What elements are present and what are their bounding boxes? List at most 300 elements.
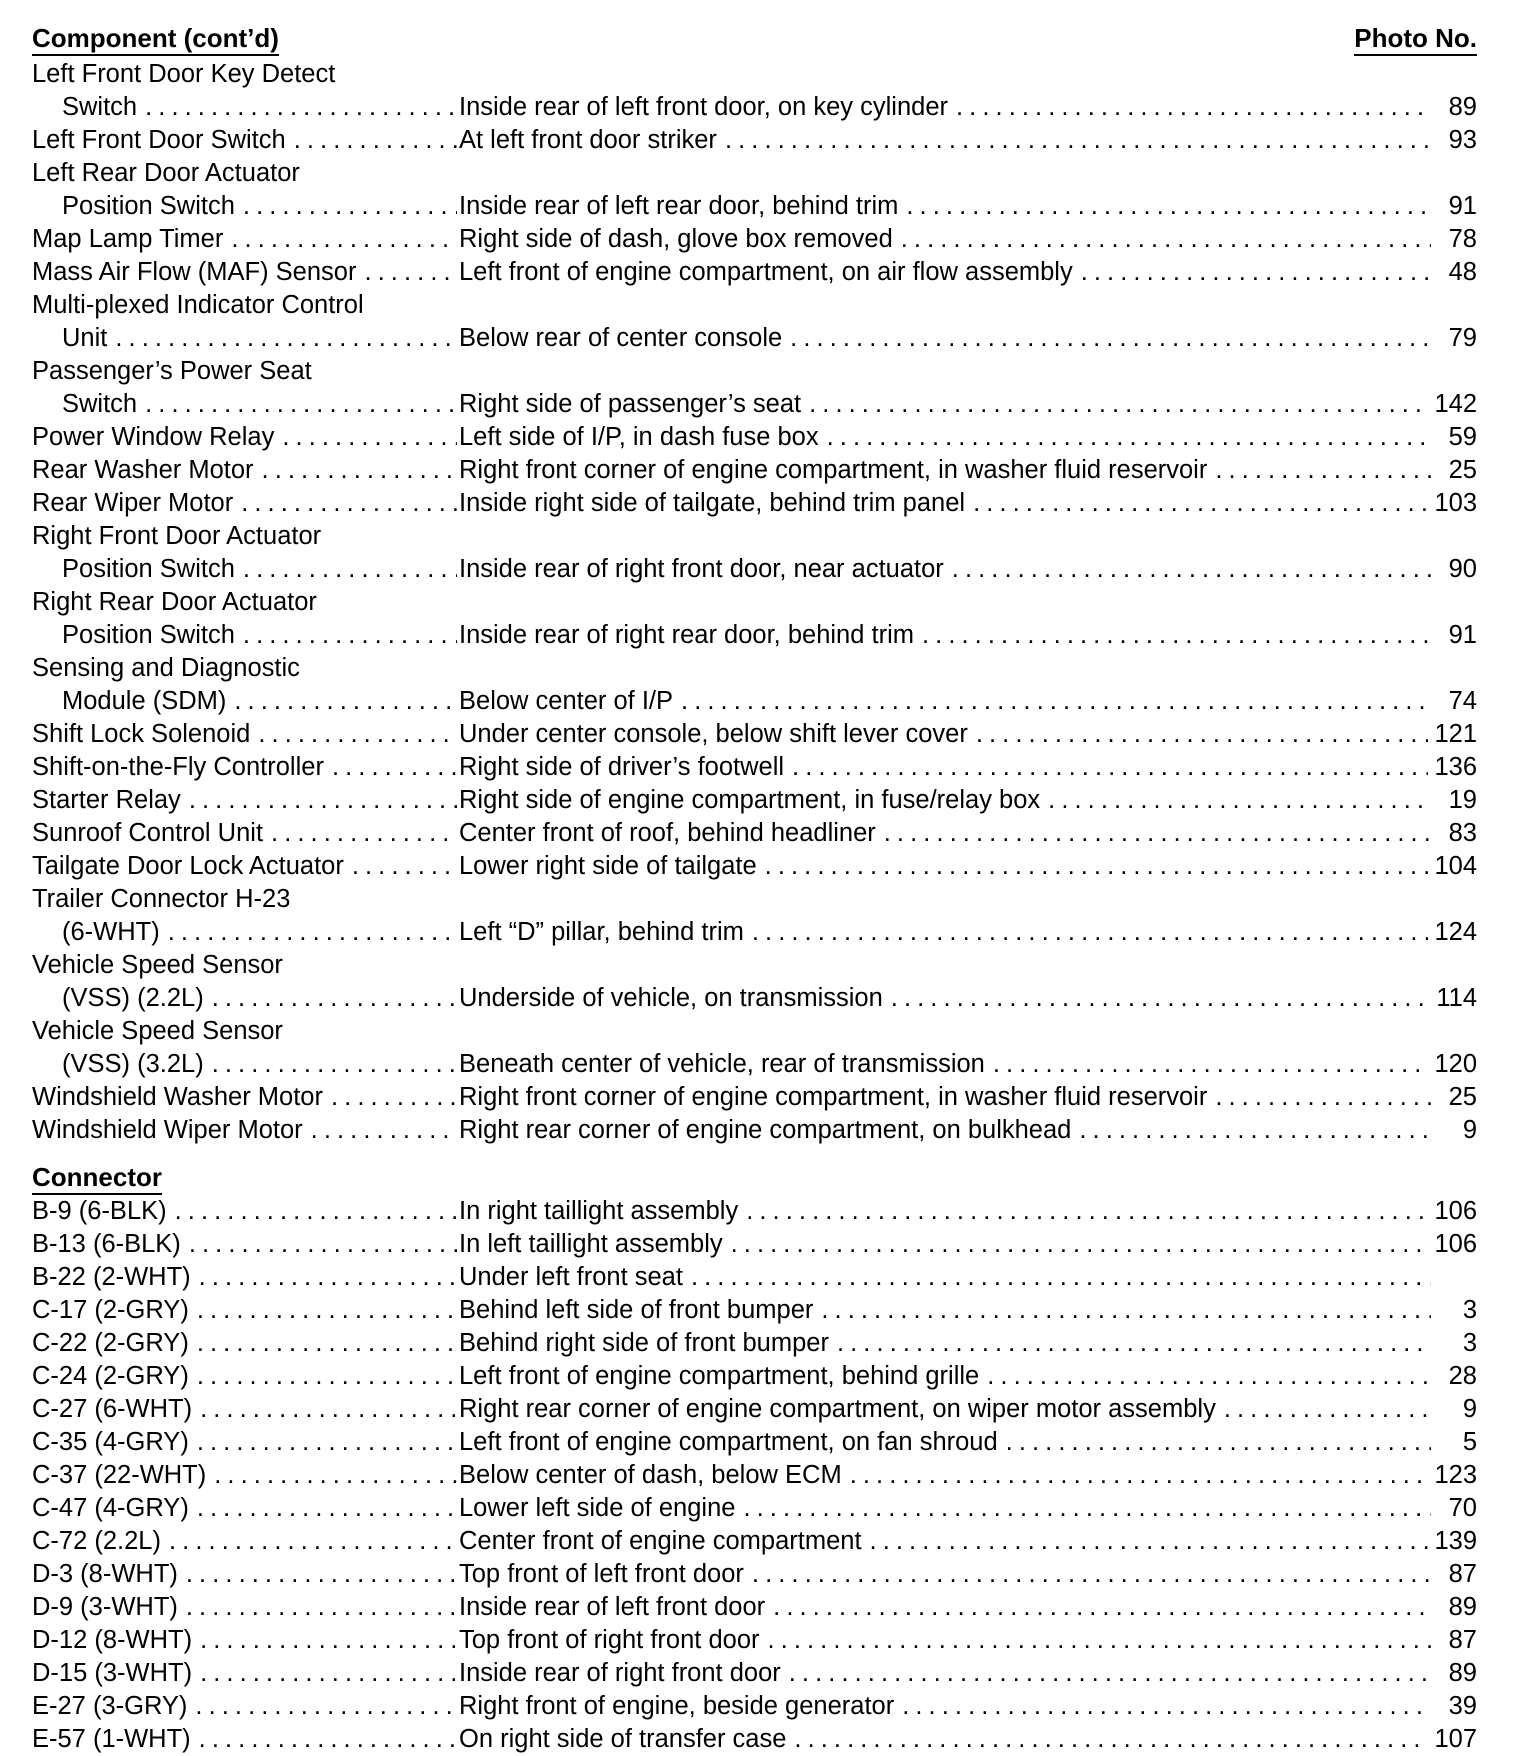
dot-leader <box>870 1525 1429 1558</box>
item-name: C-35 (4-GRY) <box>32 1426 197 1459</box>
item-location: Beneath center of vehicle, rear of transmission <box>459 1048 993 1081</box>
table-row <box>32 1228 1477 1261</box>
dot-leader <box>175 1195 457 1228</box>
name-cell <box>32 850 457 883</box>
dot-leader <box>987 1360 1431 1393</box>
item-name: (VSS) (2.2L) <box>32 982 212 1015</box>
photo-number: 74 <box>1431 685 1477 718</box>
name-cell <box>32 1081 457 1114</box>
name-cell <box>32 586 457 619</box>
item-location: Lower right side of tailgate <box>459 850 765 883</box>
table-row <box>32 1015 1477 1048</box>
dot-leader <box>197 1492 457 1525</box>
dot-leader <box>752 916 1429 949</box>
item-location: Inside rear of left rear door, behind trim <box>459 190 906 223</box>
dot-leader <box>243 619 457 652</box>
location-cell <box>459 1195 1477 1228</box>
photo-number: 9 <box>1431 1114 1477 1147</box>
dot-leader <box>1081 256 1431 289</box>
table-row <box>32 355 1477 388</box>
name-cell <box>32 1459 457 1492</box>
photo-number: 25 <box>1431 1081 1477 1114</box>
location-cell <box>459 1228 1477 1261</box>
dot-leader <box>169 1525 457 1558</box>
item-location: Below rear of center console <box>459 322 790 355</box>
location-cell <box>459 784 1477 817</box>
table-row <box>32 718 1477 751</box>
dot-leader <box>922 619 1431 652</box>
name-cell <box>32 1195 457 1228</box>
item-name: Left Front Door Switch <box>32 124 294 157</box>
item-name: Tailgate Door Lock Actuator <box>32 850 352 883</box>
table-row <box>32 751 1477 784</box>
dot-leader <box>725 124 1431 157</box>
dot-leader <box>792 751 1428 784</box>
item-name: Sunroof Control Unit <box>32 817 271 850</box>
item-name: (6-WHT) <box>32 916 168 949</box>
item-name: Starter Relay <box>32 784 189 817</box>
dot-leader <box>200 1657 457 1690</box>
name-cell <box>32 1261 457 1294</box>
name-cell <box>32 454 457 487</box>
dot-leader <box>189 784 457 817</box>
dot-leader <box>743 1492 1431 1525</box>
item-location: Left “D” pillar, behind trim <box>459 916 752 949</box>
photo-number: 124 <box>1428 916 1477 949</box>
photo-number: 89 <box>1431 91 1477 124</box>
photo-number: 91 <box>1431 619 1477 652</box>
item-location: Inside rear of left front door <box>459 1591 773 1624</box>
name-cell <box>32 1294 457 1327</box>
photo-number: 5 <box>1431 1426 1477 1459</box>
location-cell <box>459 91 1477 124</box>
name-cell <box>32 355 457 388</box>
dot-leader <box>200 1624 457 1657</box>
dot-leader <box>790 322 1431 355</box>
dot-leader <box>952 553 1431 586</box>
dot-leader <box>1224 1393 1431 1426</box>
photo-number: 89 <box>1431 1657 1477 1690</box>
location-cell <box>459 1657 1477 1690</box>
name-cell <box>32 1558 457 1591</box>
location-cell <box>459 916 1477 949</box>
table-row <box>32 223 1477 256</box>
table-row <box>32 454 1477 487</box>
dot-leader <box>311 1114 457 1147</box>
dot-leader <box>752 1558 1431 1591</box>
dot-leader <box>197 1327 457 1360</box>
photo-number: 106 <box>1428 1195 1477 1228</box>
name-cell <box>32 289 457 322</box>
location-cell <box>459 619 1477 652</box>
location-cell <box>459 1492 1477 1525</box>
name-cell <box>32 1591 457 1624</box>
item-name: D-12 (8-WHT) <box>32 1624 200 1657</box>
item-name: Switch <box>32 388 145 421</box>
item-location: Center front of engine compartment <box>459 1525 870 1558</box>
photo-number: 87 <box>1431 1624 1477 1657</box>
item-name: Right Front Door Actuator <box>32 522 322 550</box>
name-cell <box>32 685 457 718</box>
item-location: Below center of I/P <box>459 685 681 718</box>
table-row <box>32 1261 1477 1294</box>
dot-leader <box>993 1048 1429 1081</box>
photo-number: 139 <box>1428 1525 1477 1558</box>
name-cell <box>32 256 457 289</box>
item-location: Left front of engine compartment, on fan shroud <box>459 1426 1006 1459</box>
item-location: Underside of vehicle, on transmission <box>459 982 891 1015</box>
table-row <box>32 784 1477 817</box>
dot-leader <box>197 1426 457 1459</box>
item-location: Left side of I/P, in dash fuse box <box>459 421 827 454</box>
item-name: Vehicle Speed Sensor <box>32 951 283 979</box>
name-cell <box>32 718 457 751</box>
dot-leader <box>262 454 457 487</box>
item-location: Right side of engine compartment, in fuse/relay box <box>459 784 1048 817</box>
photo-number: 3 <box>1431 1294 1477 1327</box>
table-row <box>32 322 1477 355</box>
item-location: Center front of roof, behind headliner <box>459 817 884 850</box>
table-row <box>32 1081 1477 1114</box>
photo-number: 3 <box>1431 1327 1477 1360</box>
location-cell <box>459 487 1477 520</box>
item-name: Power Window Relay <box>32 421 282 454</box>
table-row <box>32 1624 1477 1657</box>
component-header-row <box>32 22 1477 58</box>
location-cell <box>459 685 1477 718</box>
dot-leader <box>195 1690 457 1723</box>
location-cell <box>459 1459 1477 1492</box>
connector-header-row <box>32 1161 1477 1195</box>
dot-leader <box>199 1261 457 1294</box>
item-name: E-57 (1-WHT) <box>32 1723 199 1756</box>
dot-leader <box>282 421 457 454</box>
name-cell <box>32 751 457 784</box>
photo-number: 120 <box>1428 1048 1477 1081</box>
name-cell <box>32 157 457 190</box>
table-row <box>32 1492 1477 1525</box>
location-cell <box>459 256 1477 289</box>
photo-number: 19 <box>1431 784 1477 817</box>
item-name: Left Front Door Key Detect <box>32 60 336 88</box>
dot-leader <box>1215 1081 1431 1114</box>
dot-leader <box>821 1294 1431 1327</box>
photo-number: 70 <box>1431 1492 1477 1525</box>
photo-number: 114 <box>1430 982 1477 1015</box>
location-cell <box>459 1558 1477 1591</box>
name-cell <box>32 817 457 850</box>
table-row <box>32 586 1477 619</box>
name-cell <box>32 883 457 916</box>
table-row <box>32 1525 1477 1558</box>
item-name: C-17 (2-GRY) <box>32 1294 197 1327</box>
item-name: C-72 (2.2L) <box>32 1525 169 1558</box>
dot-leader <box>768 1624 1432 1657</box>
dot-leader <box>837 1327 1431 1360</box>
dot-leader <box>200 1393 457 1426</box>
table-row <box>32 1048 1477 1081</box>
name-cell <box>32 124 457 157</box>
location-cell <box>459 1261 1477 1294</box>
location-cell <box>459 1723 1477 1756</box>
name-cell <box>32 322 457 355</box>
photo-number: 87 <box>1431 1558 1477 1591</box>
item-name: Right Rear Door Actuator <box>32 588 317 616</box>
table-row <box>32 520 1477 553</box>
table-row <box>32 58 1477 91</box>
dot-leader <box>973 487 1428 520</box>
table-row <box>32 388 1477 421</box>
table-row <box>32 1657 1477 1690</box>
table-row <box>32 421 1477 454</box>
name-cell <box>32 1360 457 1393</box>
item-name: Switch <box>32 91 145 124</box>
dot-leader <box>1079 1114 1431 1147</box>
photo-number: 78 <box>1431 223 1477 256</box>
item-name: C-27 (6-WHT) <box>32 1393 200 1426</box>
item-name: Shift-on-the-Fly Controller <box>32 751 332 784</box>
name-cell <box>32 1048 457 1081</box>
item-location: Right side of driver’s footwell <box>459 751 792 784</box>
location-cell <box>459 1081 1477 1114</box>
photo-number: 103 <box>1428 487 1477 520</box>
dot-leader <box>1215 454 1431 487</box>
dot-leader <box>364 256 457 289</box>
table-row <box>32 1690 1477 1723</box>
dot-leader <box>809 388 1428 421</box>
item-name: Windshield Washer Motor <box>32 1081 331 1114</box>
name-cell <box>32 421 457 454</box>
dot-leader <box>186 1558 457 1591</box>
name-cell <box>32 1624 457 1657</box>
item-location: Right front corner of engine compartment, in washer fluid reservoir <box>459 454 1215 487</box>
item-name: Module (SDM) <box>32 685 234 718</box>
item-name: C-37 (22-WHT) <box>32 1459 214 1492</box>
name-cell <box>32 1525 457 1558</box>
location-cell <box>459 190 1477 223</box>
photo-number: 106 <box>1428 1228 1477 1261</box>
table-row <box>32 850 1477 883</box>
table-row <box>32 916 1477 949</box>
table-row <box>32 619 1477 652</box>
dot-leader <box>850 1459 1429 1492</box>
table-row <box>32 91 1477 124</box>
name-cell <box>32 91 457 124</box>
table-row <box>32 1114 1477 1147</box>
dot-leader <box>186 1591 457 1624</box>
item-name: E-27 (3-GRY) <box>32 1690 195 1723</box>
dot-leader <box>789 1657 1431 1690</box>
item-name: C-24 (2-GRY) <box>32 1360 197 1393</box>
dot-leader <box>145 91 457 124</box>
item-name: Shift Lock Solenoid <box>32 718 258 751</box>
dot-leader <box>145 388 457 421</box>
location-cell <box>459 1294 1477 1327</box>
name-cell <box>32 652 457 685</box>
item-name: Mass Air Flow (MAF) Sensor <box>32 256 364 289</box>
dot-leader <box>189 1228 457 1261</box>
photo-number: 90 <box>1431 553 1477 586</box>
name-cell <box>32 916 457 949</box>
photo-number: 39 <box>1431 1690 1477 1723</box>
dot-leader <box>681 685 1431 718</box>
table-row <box>32 256 1477 289</box>
item-name: (VSS) (3.2L) <box>32 1048 212 1081</box>
item-location: Behind left side of front bumper <box>459 1294 821 1327</box>
item-location: Under left front seat <box>459 1261 691 1294</box>
name-cell <box>32 1657 457 1690</box>
dot-leader <box>197 1360 457 1393</box>
name-cell <box>32 388 457 421</box>
dot-leader <box>1006 1426 1431 1459</box>
location-cell <box>459 1591 1477 1624</box>
item-name: Position Switch <box>32 553 243 586</box>
table-row <box>32 685 1477 718</box>
item-location: Right rear corner of engine compartment, on wiper motor assembly <box>459 1393 1224 1426</box>
item-name: D-9 (3-WHT) <box>32 1591 186 1624</box>
item-name: Sensing and Diagnostic <box>32 654 300 682</box>
item-location: Right side of passenger’s seat <box>459 388 809 421</box>
item-name: D-3 (8-WHT) <box>32 1558 186 1591</box>
photo-number: 9 <box>1431 1393 1477 1426</box>
item-location: Inside rear of right rear door, behind trim <box>459 619 922 652</box>
dot-leader <box>168 916 457 949</box>
name-cell <box>32 1723 457 1756</box>
table-row <box>32 124 1477 157</box>
location-cell <box>459 1114 1477 1147</box>
item-location: Lower left side of engine <box>459 1492 743 1525</box>
item-location: Right front corner of engine compartment, in washer fluid reservoir <box>459 1081 1215 1114</box>
location-cell <box>459 1048 1477 1081</box>
name-cell <box>32 1426 457 1459</box>
table-row <box>32 1459 1477 1492</box>
item-name: Position Switch <box>32 190 243 223</box>
dot-leader <box>352 850 457 883</box>
component-header: Component (cont’d) <box>32 22 279 56</box>
dot-leader <box>214 1459 457 1492</box>
table-row <box>32 982 1477 1015</box>
dot-leader <box>243 190 457 223</box>
item-location: Top front of left front door <box>459 1558 752 1591</box>
table-row <box>32 1723 1477 1756</box>
dot-leader <box>901 223 1431 256</box>
location-cell <box>459 1690 1477 1723</box>
dot-leader <box>212 982 457 1015</box>
dot-leader <box>956 91 1431 124</box>
location-cell <box>459 817 1477 850</box>
dot-leader <box>731 1228 1429 1261</box>
location-cell <box>459 553 1477 586</box>
dot-leader <box>197 1294 457 1327</box>
table-row <box>32 1360 1477 1393</box>
item-name: Passenger’s Power Seat <box>32 357 312 385</box>
dot-leader <box>891 982 1431 1015</box>
name-cell <box>32 949 457 982</box>
dot-leader <box>746 1195 1428 1228</box>
dot-leader <box>294 124 457 157</box>
location-cell <box>459 1393 1477 1426</box>
item-name: Left Rear Door Actuator <box>32 159 300 187</box>
item-location: Right front of engine, beside generator <box>459 1690 902 1723</box>
connector-header: Connector <box>32 1161 162 1195</box>
dot-leader <box>243 553 457 586</box>
dot-leader <box>794 1723 1428 1756</box>
location-cell <box>459 454 1477 487</box>
dot-leader <box>331 1081 457 1114</box>
photo-number: 123 <box>1428 1459 1477 1492</box>
table-row <box>32 883 1477 916</box>
item-name: Trailer Connector H-23 <box>32 885 291 913</box>
item-location: Inside right side of tailgate, behind trim panel <box>459 487 973 520</box>
item-name: B-9 (6-BLK) <box>32 1195 175 1228</box>
dot-leader <box>976 718 1429 751</box>
dot-leader <box>234 685 457 718</box>
table-row <box>32 817 1477 850</box>
dot-leader <box>258 718 457 751</box>
item-location: At left front door striker <box>459 124 725 157</box>
location-cell <box>459 322 1477 355</box>
photo-number: 48 <box>1431 256 1477 289</box>
location-cell <box>459 223 1477 256</box>
item-location: Right side of dash, glove box removed <box>459 223 901 256</box>
dot-leader <box>765 850 1429 883</box>
item-name: Position Switch <box>32 619 243 652</box>
name-cell <box>32 190 457 223</box>
item-name: B-13 (6-BLK) <box>32 1228 189 1261</box>
photo-number-header: Photo No. <box>1354 22 1477 56</box>
connector-table <box>32 1195 1477 1756</box>
photo-number: 59 <box>1431 421 1477 454</box>
dot-leader <box>827 421 1431 454</box>
item-location: Left front of engine compartment, on air flow assembly <box>459 256 1081 289</box>
dot-leader <box>241 487 457 520</box>
name-cell <box>32 553 457 586</box>
document-page <box>32 22 1477 1756</box>
table-row <box>32 1558 1477 1591</box>
item-name: C-22 (2-GRY) <box>32 1327 197 1360</box>
name-cell <box>32 619 457 652</box>
dot-leader <box>332 751 457 784</box>
photo-number: 25 <box>1431 454 1477 487</box>
item-name: B-22 (2-WHT) <box>32 1261 199 1294</box>
photo-number: 136 <box>1428 751 1477 784</box>
item-name: C-47 (4-GRY) <box>32 1492 197 1525</box>
name-cell <box>32 1228 457 1261</box>
photo-number: 142 <box>1428 388 1477 421</box>
item-name: Rear Washer Motor <box>32 454 262 487</box>
name-cell <box>32 982 457 1015</box>
item-name: Windshield Wiper Motor <box>32 1114 311 1147</box>
component-table <box>32 58 1477 1147</box>
item-location: Inside rear of right front door, near actuator <box>459 553 952 586</box>
photo-number: 91 <box>1431 190 1477 223</box>
photo-number: 93 <box>1431 124 1477 157</box>
photo-number: 121 <box>1428 718 1477 751</box>
name-cell <box>32 1327 457 1360</box>
photo-number: 79 <box>1431 322 1477 355</box>
table-row <box>32 1327 1477 1360</box>
location-cell <box>459 1525 1477 1558</box>
name-cell <box>32 58 457 91</box>
dot-leader <box>1048 784 1431 817</box>
dot-leader <box>115 322 457 355</box>
location-cell <box>459 850 1477 883</box>
item-location: Left front of engine compartment, behind grille <box>459 1360 987 1393</box>
item-name: Vehicle Speed Sensor <box>32 1017 283 1045</box>
dot-leader <box>773 1591 1431 1624</box>
photo-number: 107 <box>1428 1723 1477 1756</box>
name-cell <box>32 1492 457 1525</box>
